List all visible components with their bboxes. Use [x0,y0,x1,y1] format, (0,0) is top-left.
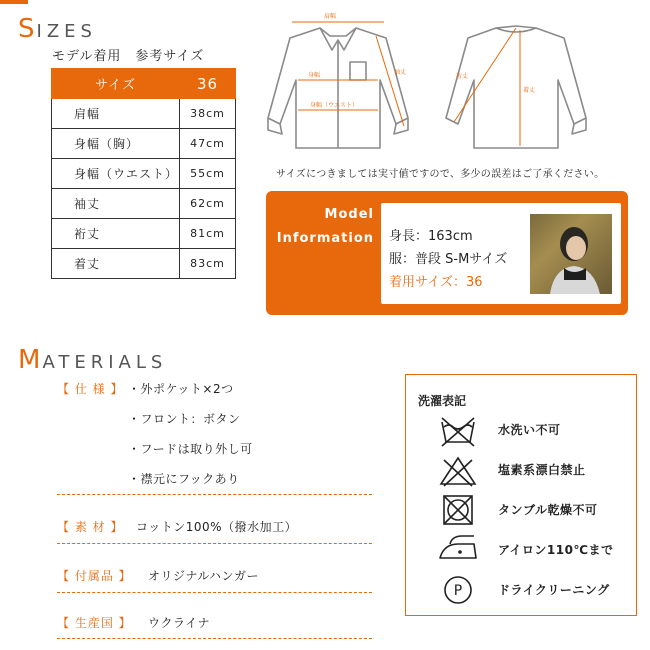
size-row-value: 81cm [180,219,236,249]
size-row-value: 38cm [180,99,236,129]
size-table-header [52,69,236,99]
spec-item: ・フードは取り外し可 [128,442,253,456]
care-text-no-wash: 水洗い不可 [498,423,561,437]
dry-clean-icon [442,574,474,606]
diagram-label-sleeve: 袖丈 [394,69,407,76]
table-row [52,189,236,219]
table-row [52,219,236,249]
materials-heading-cap: M [18,345,43,375]
divider [57,592,372,593]
size-row-value: 47cm [180,129,236,159]
diagram-label-chest: 身幅 [308,72,321,79]
spec-item: ・襟元にフックあり [128,472,240,486]
model-height: 身長：163cm [389,229,473,244]
size-row-label: 着丈 [52,249,180,279]
sizes-heading-cap: S [18,14,37,44]
table-row [52,99,236,129]
model-photo-figure [530,214,612,294]
care-text-no-tumble-dry: タンブル乾燥不可 [498,503,598,517]
care-text-dry-clean: ドライクリーニング [498,583,610,597]
size-row-label: 裄丈 [52,219,180,249]
size-header-label: サイズ [52,69,180,99]
model-label-line2: Information [276,231,374,246]
model-size-subtitle: モデル着用 参考サイズ [52,49,205,64]
care-title: 洗濯表記 [418,394,467,408]
size-note: サイズにつきましては実寸値ですので、多少の誤差はご了承ください。 [276,169,605,180]
care-text-iron: アイロン110℃まで [498,543,614,557]
size-header-value: 36 [180,69,236,99]
model-photo [530,214,612,294]
size-row-label: 肩幅 [52,99,180,129]
size-row-label: 身幅（胸） [52,129,180,159]
top-accent-bar [0,0,28,4]
accessory-value: オリジナルハンガー [148,569,260,583]
diagram-label-waist: 身幅（ウエスト） [310,102,359,109]
model-label-line1: Model [324,207,374,222]
no-tumble-dry-icon [440,493,476,527]
size-row-value: 62cm [180,189,236,219]
table-row [52,129,236,159]
care-text-no-bleach: 塩素系漂白禁止 [498,463,586,477]
size-table [51,68,236,279]
no-bleach-icon [438,454,478,488]
dry-clean-symbol: P [453,583,463,599]
material-value: コットン100%（撥水加工） [136,520,298,534]
materials-heading [18,345,167,375]
back-shirt-outline [446,26,586,148]
diagram-label-shoulder: 肩幅 [324,13,337,20]
origin-value: ウクライナ [148,616,211,630]
diagram-label-length: 着丈 [523,87,536,94]
materials-heading-rest: ATERIALS [42,352,168,373]
size-row-label: 身幅（ウエスト） [52,159,180,189]
sizes-heading [18,14,97,44]
table-row [52,249,236,279]
origin-label: 【 生産国 】 [57,616,132,630]
divider [57,543,372,544]
size-row-label: 袖丈 [52,189,180,219]
spec-item: ・外ポケット×2つ [128,382,234,396]
iron-icon [436,532,482,564]
size-row-value: 55cm [180,159,236,189]
accessory-label: 【 付属品 】 [57,569,132,583]
shirt-measure-diagram [258,6,598,156]
spec-label: 【 仕 様 】 [57,382,124,396]
diagram-label-yuki: 裄丈 [456,73,469,80]
sizes-heading-rest: IZES [36,21,97,42]
size-row-value: 83cm [180,249,236,279]
material-label: 【 素 材 】 [57,520,124,534]
table-row [52,159,236,189]
spec-item: ・フロント：ボタン [128,412,241,426]
no-wash-icon [438,414,478,448]
model-worn-size: 着用サイズ：36 [389,275,483,290]
divider [57,638,372,639]
model-usual-size: 服：普段 S-Mサイズ [389,252,508,267]
divider [57,494,372,495]
